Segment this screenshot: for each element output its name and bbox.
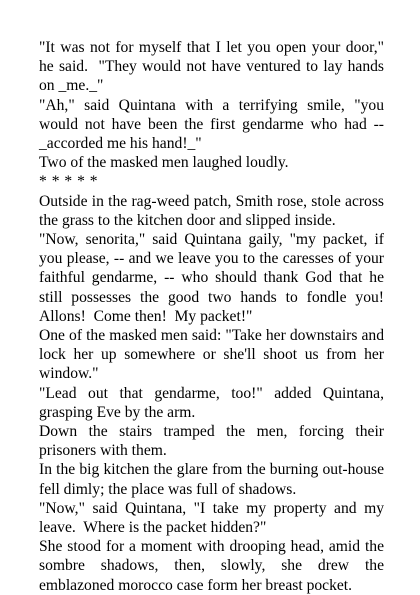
paragraph: "Ah," said Quintana with a terrifying smile, "you would not have been the first gendarme who had -- _accorded me his hand!_" [39,96,388,153]
paragraph: She stood for a moment with drooping head, amid the sombre shadows, then, slowly, she drew the emblazoned morocco case form her breast pocket. [39,538,388,594]
paragraph: "It was not for myself that I let you open your door," he said. "They would not have ventured to lay hands on _me._" [39,39,388,95]
paragraph: "Now, senorita," said Quintana gaily, "my packet, if you please, -- and we leave you to the caresses of your faithful gendarme, -- who should thank God that he still possesses the good two hands to fondle you! Allons! Come then! My packet!" [39,231,388,325]
paragraph: "Lead out that gendarme, too!" added Quintana, grasping Eve by the arm. [39,384,388,421]
paragraph: One of the masked men said: "Take her downstairs and lock her up somewhere or she'll shoot us from her window." [39,327,388,383]
paragraph: Outside in the rag-weed patch, Smith rose, stole across the grass to the kitchen door and slipped inside. [39,192,388,229]
section-break: * * * * * [39,173,99,191]
paragraph: "Now," said Quintana, "I take my property and my leave. Where is the packet hidden?" [39,499,388,537]
paragraph: Down the stairs tramped the men, forcing their prisoners with them. [39,423,388,460]
paragraph: Two of the masked men laughed loudly. [39,154,289,172]
paragraph: In the big kitchen the glare from the burning out-house fell dimly; the place was full of shadows. [39,461,388,498]
document-body [39,38,388,595]
